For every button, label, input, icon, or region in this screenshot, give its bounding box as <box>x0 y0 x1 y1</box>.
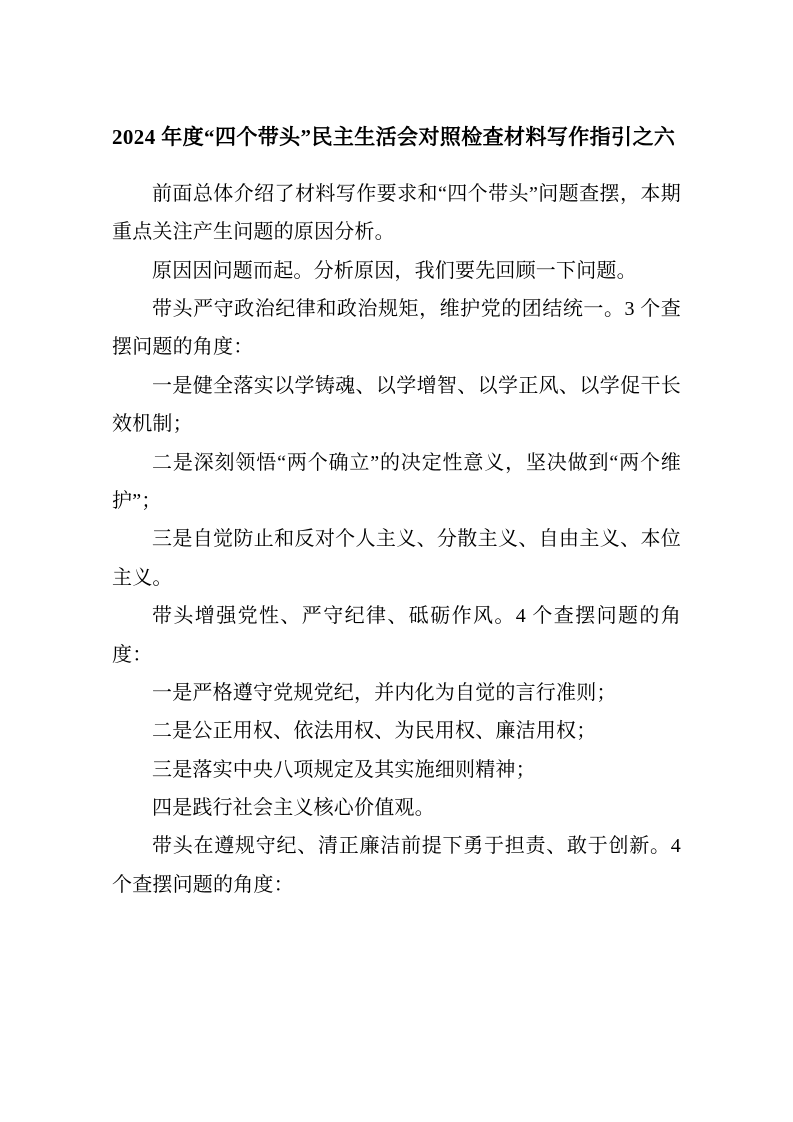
paragraph-3: 带头严守政治纪律和政治规矩，维护党的团结统一。3 个查摆问题的角度： <box>112 298 681 359</box>
paragraph-4: 一是健全落实以学铸魂、以学增智、以学正风、以学促干长效机制； <box>112 374 681 436</box>
paragraph-1: 前面总体介绍了材料写作要求和“四个带头”问题查摆，本期重点关注产生问题的原因分析。 <box>112 182 681 244</box>
paragraph-9: 二是公正用权、依法用权、为民用权、廉洁用权； <box>152 720 597 743</box>
paragraph-8: 一是严格遵守党规党纪，并内化为自觉的言行准则； <box>152 681 617 704</box>
paragraph-2: 原因因问题而起。分析原因，我们要先回顾一下问题。 <box>152 259 637 282</box>
paragraph-5: 二是深刻领悟“两个确立”的决定性意义，坚决做到“两个维护”； <box>112 451 681 512</box>
paragraph-7: 带头增强党性、严守纪律、砥砺作风。4 个查摆问题的角度： <box>112 605 681 666</box>
paragraph-11: 四是践行社会主义核心价值观。 <box>152 797 435 820</box>
paragraph-10: 三是落实中央八项规定及其实施细则精神； <box>152 758 536 781</box>
paragraph-6: 三是自觉防止和反对个人主义、分散主义、自由主义、本位主义。 <box>112 528 681 589</box>
paragraph-12: 带头在遵规守纪、清正廉洁前提下勇于担责、敢于创新。4 个查摆问题的角度： <box>112 835 681 896</box>
page-title: 2024 年度“四个带头”民主生活会对照检查材料写作指引之六 <box>112 125 676 149</box>
